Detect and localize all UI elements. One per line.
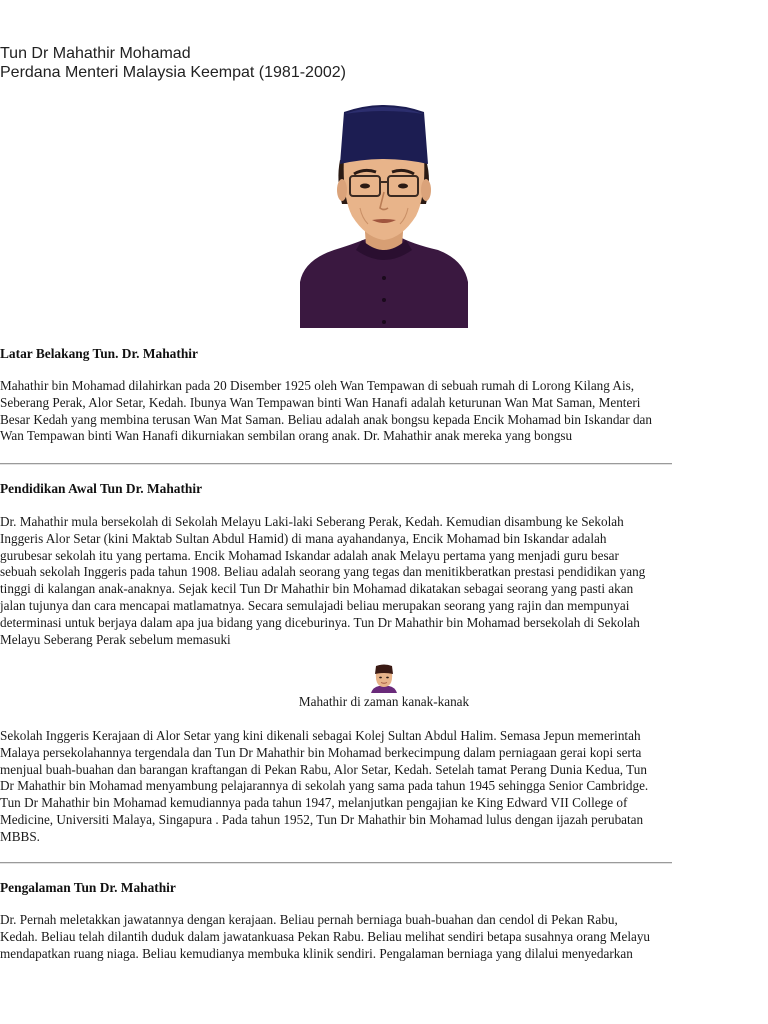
title-subtitle: Perdana Menteri Malaysia Keempat (1981-2002)	[0, 64, 346, 81]
paragraph-latar-belakang	[0, 378, 768, 445]
paragraph-line: Medicine, Universiti Malaya, Singapura . Pada tahun 1952, Tun Dr Mahathir bin Mohamad lulus dengan ijazah perubatan	[0, 811, 644, 827]
paragraph-line: Sekolah Inggeris Kerajaan di Alor Setar yang kini dikenali sebagai Kolej Sultan Abdul Halim. Semasa Jepun memerintah	[0, 728, 641, 743]
section-heading-pendidikan-awal: Pendidikan Awal Tun Dr. Mahathir	[0, 481, 203, 496]
paragraph-line: Dr Mahathir bin Mohamad menyambung pelajarannya di sekolah yang sama pada tahun 1945 sehingga Senior Cambridge.	[0, 778, 649, 794]
portrait-illustration	[300, 100, 468, 328]
paragraph-line: MBBS.	[0, 828, 40, 844]
paragraph-line: Besar Kedah yang membina terusan Wan Mat Saman. Beliau adalah anak bongsu kepada Encik Mohamad bin Iskandar dan	[0, 411, 653, 427]
childhood-portrait-illustration	[369, 663, 399, 693]
paragraph-line: jalan tujunya dan cara mencapai matlamatnya. Secara semulajadi beliau merupakan seorang yang rajin dan mempunyai	[0, 597, 630, 613]
paragraph-line: tinggi di kalangan anak-anaknya. Sejak kecil Tun Dr Mahathir bin Mohamad dikatakan sebagai seorang yang pasti akan	[0, 581, 634, 597]
paragraph-line: menjual buah-buahan dan barangan kraftangan di Pekan Rabu, Alor Setar, Kedah. Setelah tamat Perang Dunia Kedua, Tun	[0, 761, 647, 777]
horizontal-divider	[0, 862, 672, 864]
paragraph-line: Inggeris Alor Setar (kini Maktab Sultan Abdul Hamid) di mana ayahandanya, Encik Mohamad bin Iskandar adalah	[0, 530, 607, 546]
paragraph-line: Melayu Seberang Perak sebelum memasuki	[0, 631, 231, 647]
paragraph-line: Seberang Perak, Alor Setar, Kedah. Ibunya Wan Tempawan binti Wan Hanafi adalah keturunan Wan Mat Saman, Menteri	[0, 394, 641, 410]
image-caption: Mahathir di zaman kanak-kanak	[298, 694, 470, 709]
title-name: Tun Dr Mahathir Mohamad	[0, 45, 191, 62]
paragraph-line: Malaya persekolahannya tergendala dan Tun Dr Mahathir bin Mohamad berkecimpung dalam perniagaan gerai kopi serta	[0, 744, 642, 760]
paragraph-line: gurubesar sekolah itu yang pertama. Encik Mohamad Iskandar adalah anak Melayu pertama yang menjadi guru besar	[0, 547, 619, 563]
section-heading-pengalaman: Pengalaman Tun Dr. Mahathir	[0, 880, 176, 895]
paragraph-line: mendapatkan ruang niaga. Beliau kemudianya membuka klinik sendiri. Pengalaman berniaga yang dilalui menyedarkan	[0, 945, 633, 961]
paragraph-pendidikan-lanjutan	[0, 728, 768, 846]
paragraph-pendidikan-awal	[0, 514, 768, 648]
paragraph-line: Tun Dr Mahathir bin Mohamad kemudiannya pada tahun 1947, melanjutkan pengajian ke King Edward VII College of	[0, 795, 628, 811]
paragraph-pengalaman	[0, 912, 768, 962]
paragraph-line: Dr. Mahathir mula bersekolah di Sekolah Melayu Laki-laki Seberang Perak, Kedah. Kemudian disambung ke Sekolah	[0, 514, 624, 529]
paragraph-line: Kedah. Beliau telah dilantih duduk dalam jawatankuasa Pekan Rabu. Beliau melihat sendiri betapa susahnya orang Melayu	[0, 928, 651, 944]
paragraph-line: determinasi untuk berjaya dalam apa jua bidang yang diceburinya. Tun Dr Mahathir bin Mohamad bersekolah di Sekolah	[0, 614, 640, 630]
document-title	[0, 44, 346, 82]
paragraph-line: sebuah sekolah Inggeris pada tahun 1908. Beliau adalah seorang yang tegas dan menitikberatkan prestasi pendidikan yang	[0, 564, 646, 580]
horizontal-divider	[0, 463, 672, 465]
section-heading-latar-belakang: Latar Belakang Tun. Dr. Mahathir	[0, 346, 198, 361]
paragraph-line: Wan Tempawan binti Wan Hanafi dikurniakan sembilan orang anak. Dr. Mahathir anak mereka yang bongsu	[0, 428, 573, 444]
paragraph-line: Dr. Pernah meletakkan jawatannya dengan kerajaan. Beliau pernah berniaga buah-buahan dan cendol di Pekan Rabu,	[0, 912, 618, 927]
paragraph-line: Mahathir bin Mohamad dilahirkan pada 20 Disember 1925 oleh Wan Tempawan di sebuah rumah di Lorong Kilang Ais,	[0, 378, 635, 393]
